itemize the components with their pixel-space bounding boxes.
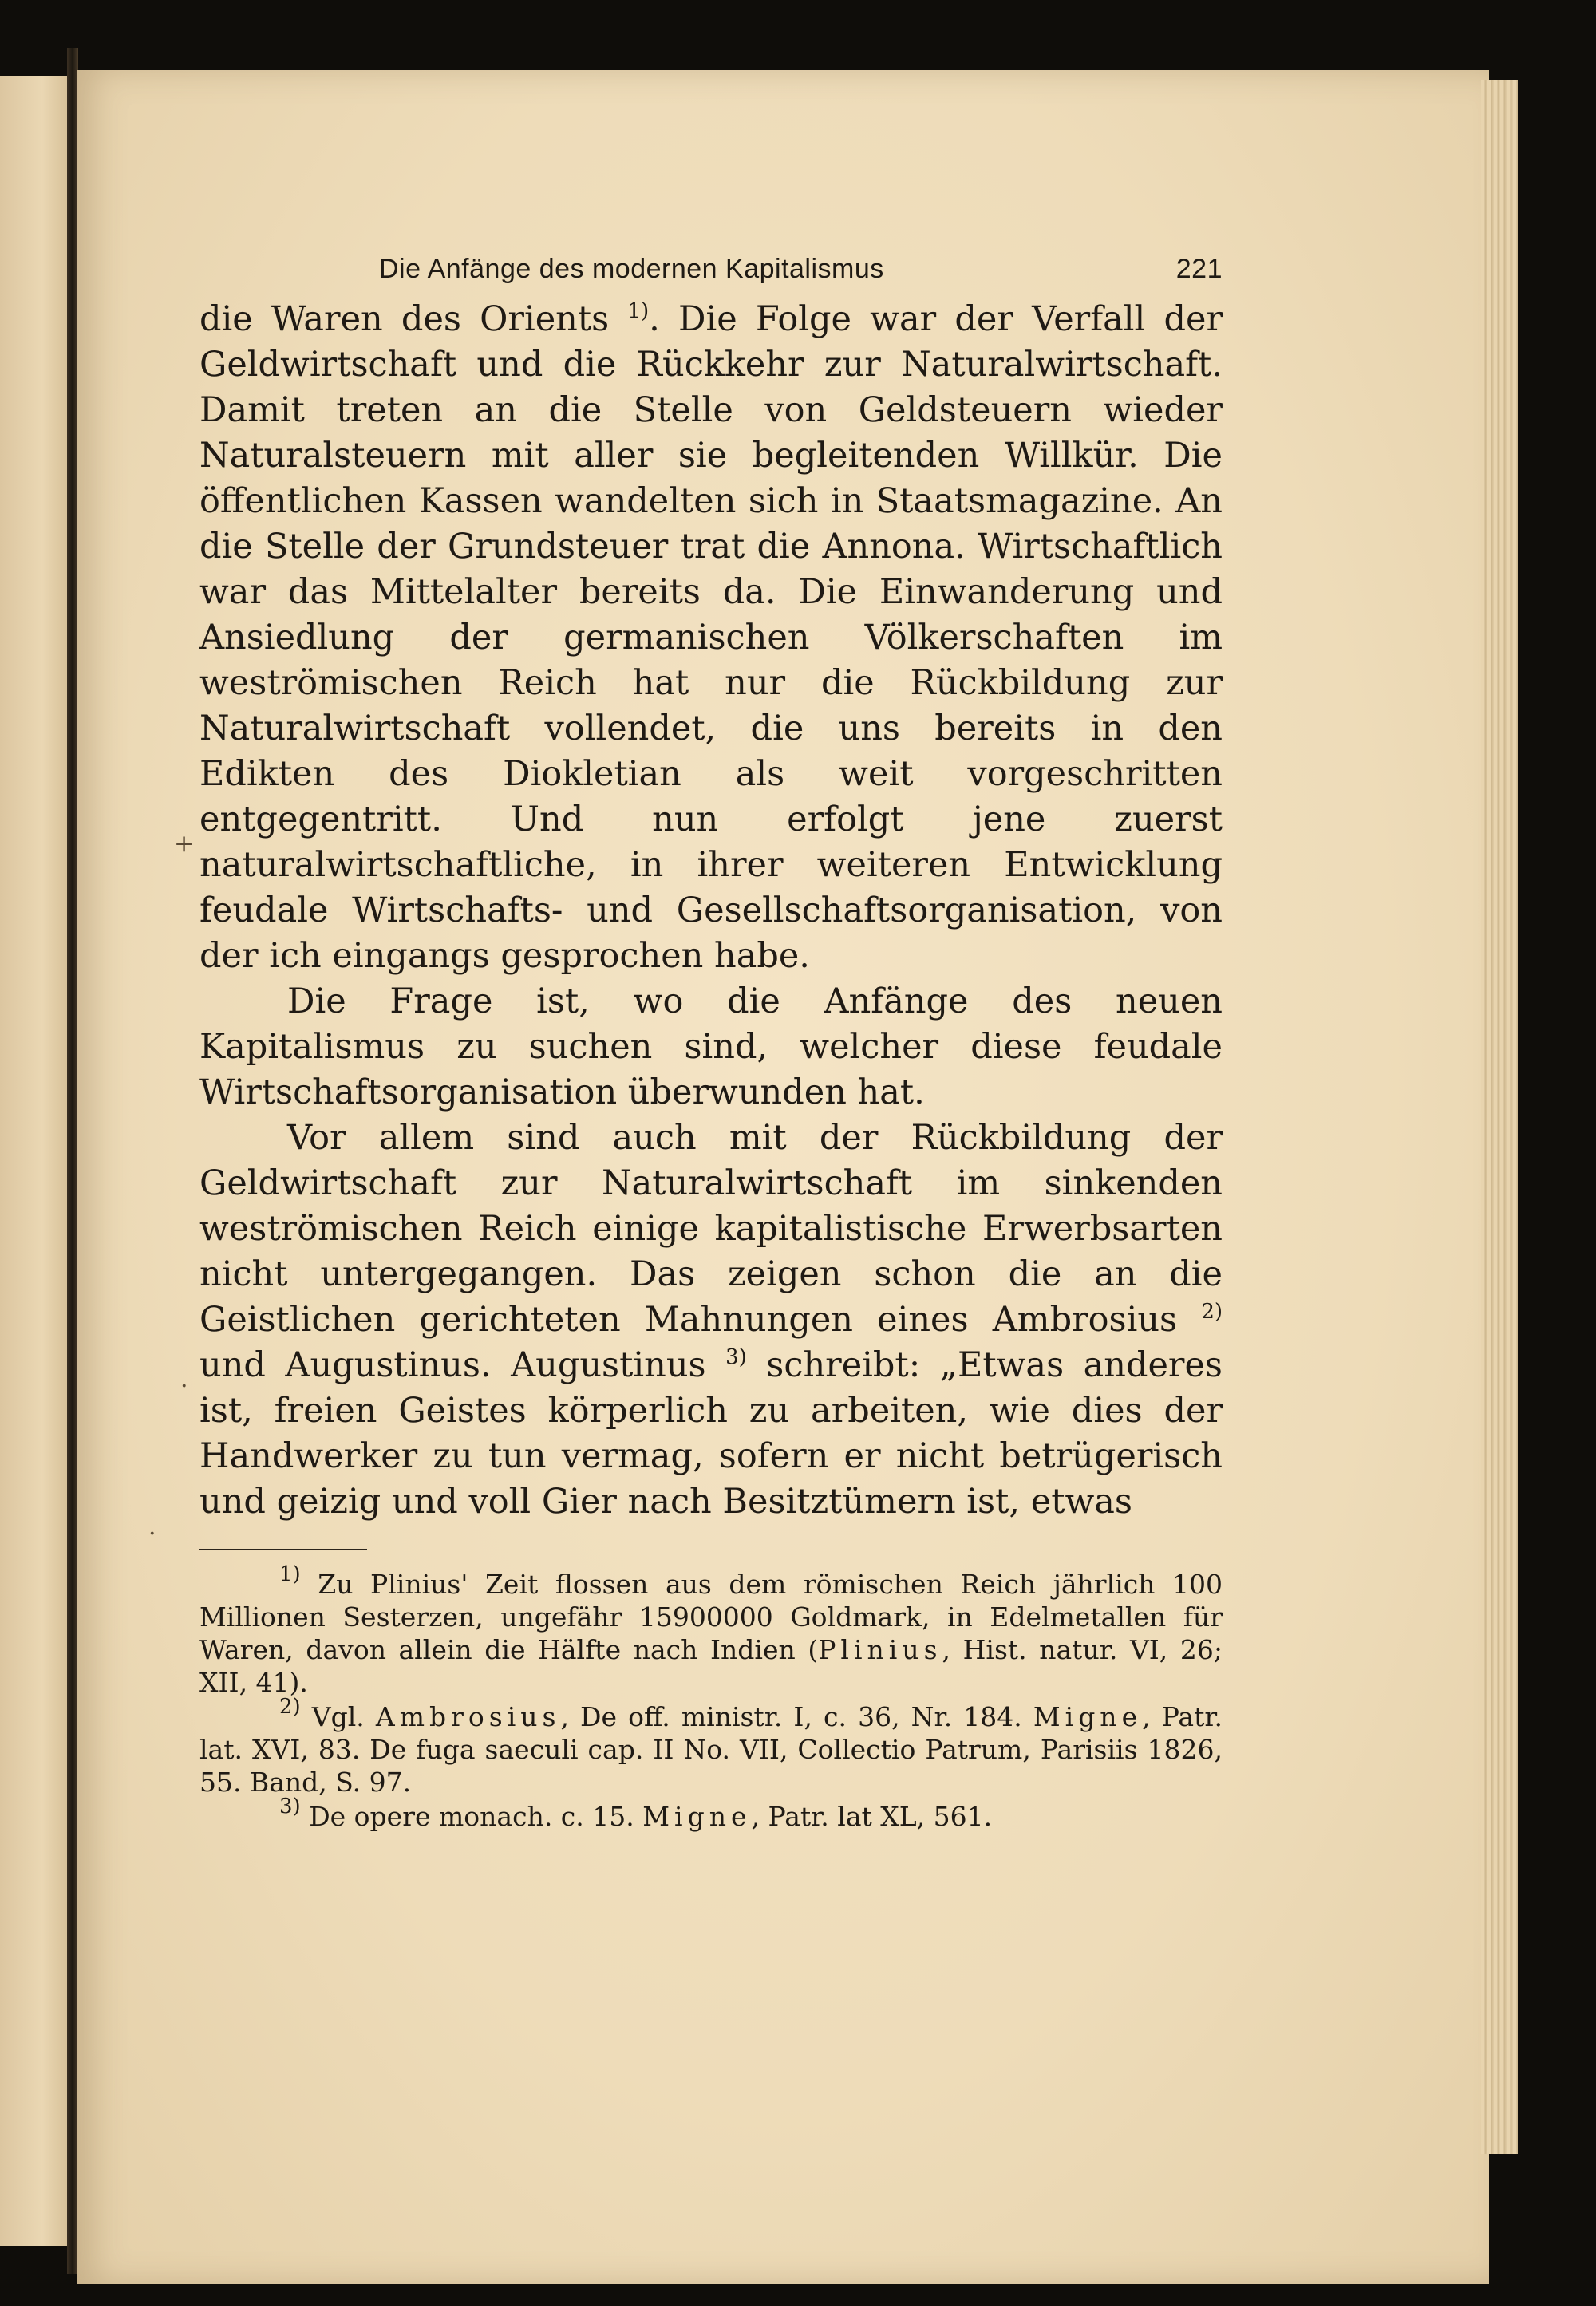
footnote-ref[interactable]: 1) (627, 299, 650, 323)
author-name: Migne (1033, 1701, 1143, 1732)
author-name: Migne (642, 1801, 752, 1832)
footnote-ref[interactable]: 3) (725, 1345, 747, 1369)
paragraph: Vor allem sind auch mit der Rückbildung der Geldwirtschaft zur Naturalwirtschaft im sinkenden weströmischen Reich einige kapitalistische Erwerbsarten nicht untergegangen. Das zeigen schon die an die Geistlichen gerichteten Mahnungen eines Ambrosius $^{2)}$ und Augustinus. Augustinus $^{3)}$ schreibt: „Etwas anderes ist, freien Geistes körperlich zu arbeiten, wie dies der Handwerker zu tun vermag, sofern er nicht betrügerisch und geizig und voll Gier nach Besitztümern ist, etwas (200, 1118, 1223, 1522)
running-title: Die Anfänge des modernen Kapitalismus (379, 254, 884, 284)
text-block (200, 254, 1223, 1834)
page-edges (1481, 80, 1518, 2154)
margin-mark: + (174, 830, 195, 858)
footnote-mark: 1) (279, 1562, 301, 1586)
author-name: Plinius (818, 1634, 942, 1665)
body-text (200, 297, 1223, 1525)
footnote-mark: 2) (279, 1695, 301, 1719)
footnote-mark: 3) (279, 1795, 301, 1818)
footnote-ref[interactable]: 2) (1201, 1300, 1223, 1324)
footnote: $^{3)}$ De opere monach. c. 15. Migne, Patr. lat XL, 561. (279, 1795, 993, 1832)
left-page-edge (0, 76, 70, 2246)
margin-mark: · (148, 1520, 156, 1548)
footnote: $^{1)}$ Zu Plinius' Zeit flossen aus dem römischen Reich jährlich 100 Millionen Sesterzen, ungefähr 15900000 Goldmark, in Edelmetallen für Waren, davon allein die Hälfte nach Indien (Plinius, Hist. natur. VI, 26; XII, 41). (200, 1562, 1223, 1698)
paragraph: Die Frage ist, wo die Anfänge des neuen Kapitalismus zu suchen sind, welcher diese feudale Wirtschaftsorganisation überwunden hat. (200, 981, 1223, 1112)
running-header (200, 254, 1223, 297)
margin-mark: · (180, 1372, 188, 1400)
footnote: $^{2)}$ Vgl. Ambrosius, De off. ministr. I, c. 36, Nr. 184. Migne, Patr. lat. XVI, 83. De fuga saeculi cap. II No. VII, Collectio Patrum, Parisiis 1826, 55. Band, S. 97. (200, 1695, 1223, 1798)
paragraph: die Waren des Orients $^{1)}$. Die Folge war der Verfall der Geldwirtschaft und die Rückkehr zur Naturalwirtschaft. Damit treten an die Stelle von Geldsteuern wieder Naturalsteuern mit aller sie begleitenden Willkür. Die öffentlichen Kassen wandelten sich in Staatsmagazine. An die Stelle der Grundsteuer trat die Annona. Wirtschaftlich war das Mittelalter bereits da. Die Einwanderung und Ansiedlung der germanischen Völkerschaften im weströmischen Reich hat nur die Rückbildung zur Naturalwirtschaft vollendet, die uns bereits in den Edikten des Diokletian als weit vorgeschritten entgegentritt. Und nun erfolgt jene zuerst naturalwirtschaftliche, in ihrer weiteren Entwicklung feudale Wirtschafts- und Gesellschaftsorganisation, von der ich eingangs gesprochen habe. (200, 299, 1223, 976)
footnotes (200, 1562, 1223, 1833)
author-name: Ambrosius (375, 1701, 561, 1732)
footnote-divider (200, 1549, 367, 1550)
page-number: 221 (1175, 254, 1223, 284)
